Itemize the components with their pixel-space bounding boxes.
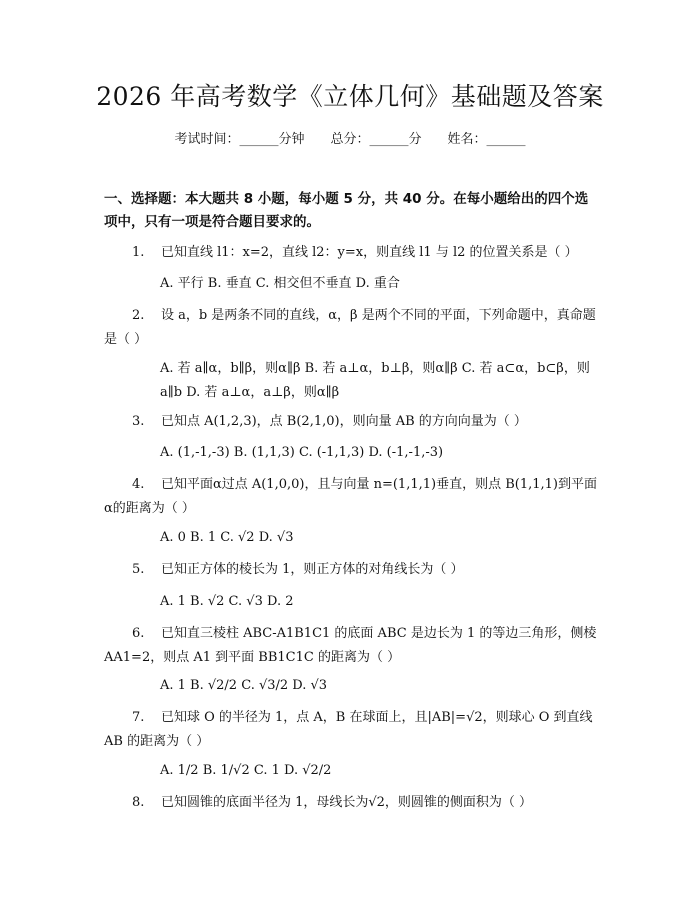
question-text: 已知直线 l1：x=2，直线 l2：y=x，则直线 l1 与 l2 的位置关系是（ ）: [160, 245, 578, 260]
question-number: 2.: [132, 308, 145, 323]
question-number: 5.: [132, 562, 145, 577]
question-text: 已知球 O 的半径为 1，点 A，B 在球面上，且|AB|=√2，则球心 O 到直线 AB 的距离为（ ）: [104, 710, 593, 749]
question-7: [104, 706, 598, 754]
question-number: 6.: [132, 626, 145, 641]
question-number: 3.: [132, 414, 145, 429]
question-8: [104, 791, 598, 815]
question-6: [104, 622, 598, 670]
question-4-options: A. 0 B. 1 C. √2 D. √3: [160, 530, 294, 545]
question-5: [104, 558, 598, 582]
student-name-field: 姓名：______: [447, 132, 526, 147]
question-3-options: A. (1,-1,-3) B. (1,1,3) C. (-1,1,3) D. (-1,-1,-3): [160, 445, 444, 460]
exam-info-line: [0, 130, 700, 150]
question-text: 已知平面α过点 A(1,0,0)，且与向量 n=(1,1,1)垂直，则点 B(1,1,1)到平面α的距离为（ ）: [104, 477, 597, 516]
question-number: 7.: [132, 710, 145, 725]
question-7-options: A. 1/2 B. 1/√2 C. 1 D. √2/2: [160, 763, 332, 778]
question-4: [104, 473, 598, 521]
question-6-options: A. 1 B. √2/2 C. √3/2 D. √3: [160, 678, 328, 693]
question-text: 已知直三棱柱 ABC-A1B1C1 的底面 ABC 是边长为 1 的等边三角形，侧棱 AA1=2，则点 A1 到平面 BB1C1C 的距离为（ ）: [104, 626, 597, 665]
exam-time-field: 考试时间：______分钟: [174, 132, 305, 147]
question-number: 8.: [132, 795, 145, 810]
question-3: [104, 410, 598, 434]
question-text: 已知正方体的棱长为 1，则正方体的对角线长为（ ）: [160, 562, 464, 577]
question-text: 已知点 A(1,2,3)，点 B(2,1,0)，则向量 AB 的方向向量为（ ）: [160, 414, 527, 429]
section-heading: 一、选择题：本大题共 8 小题，每小题 5 分，共 40 分。在每小题给出的四个选项中，只有一项是符合题目要求的。: [104, 191, 589, 230]
question-text: 已知圆锥的底面半径为 1，母线长为√2，则圆锥的侧面积为（ ）: [160, 795, 533, 810]
question-2: [104, 304, 598, 352]
page-title: 2026 年高考数学《立体几何》基础题及答案: [96, 82, 604, 111]
question-number: 1.: [132, 245, 145, 260]
question-2-options: A. 若 a∥α，b∥β，则α∥β B. 若 a⊥α，b⊥β，则α∥β C. 若 a⊂α，b⊂β，则 a∥b D. 若 a⊥α，a⊥β，则α∥β: [160, 361, 590, 400]
question-5-options: A. 1 B. √2 C. √3 D. 2: [160, 594, 294, 609]
question-number: 4.: [132, 477, 145, 492]
question-text: 设 a，b 是两条不同的直线，α，β 是两个不同的平面，下列命题中，真命题是（ ）: [104, 308, 596, 347]
question-1-options: A. 平行 B. 垂直 C. 相交但不垂直 D. 重合: [160, 276, 400, 291]
total-score-field: 总分：______分: [330, 132, 422, 147]
question-1: [104, 241, 598, 265]
